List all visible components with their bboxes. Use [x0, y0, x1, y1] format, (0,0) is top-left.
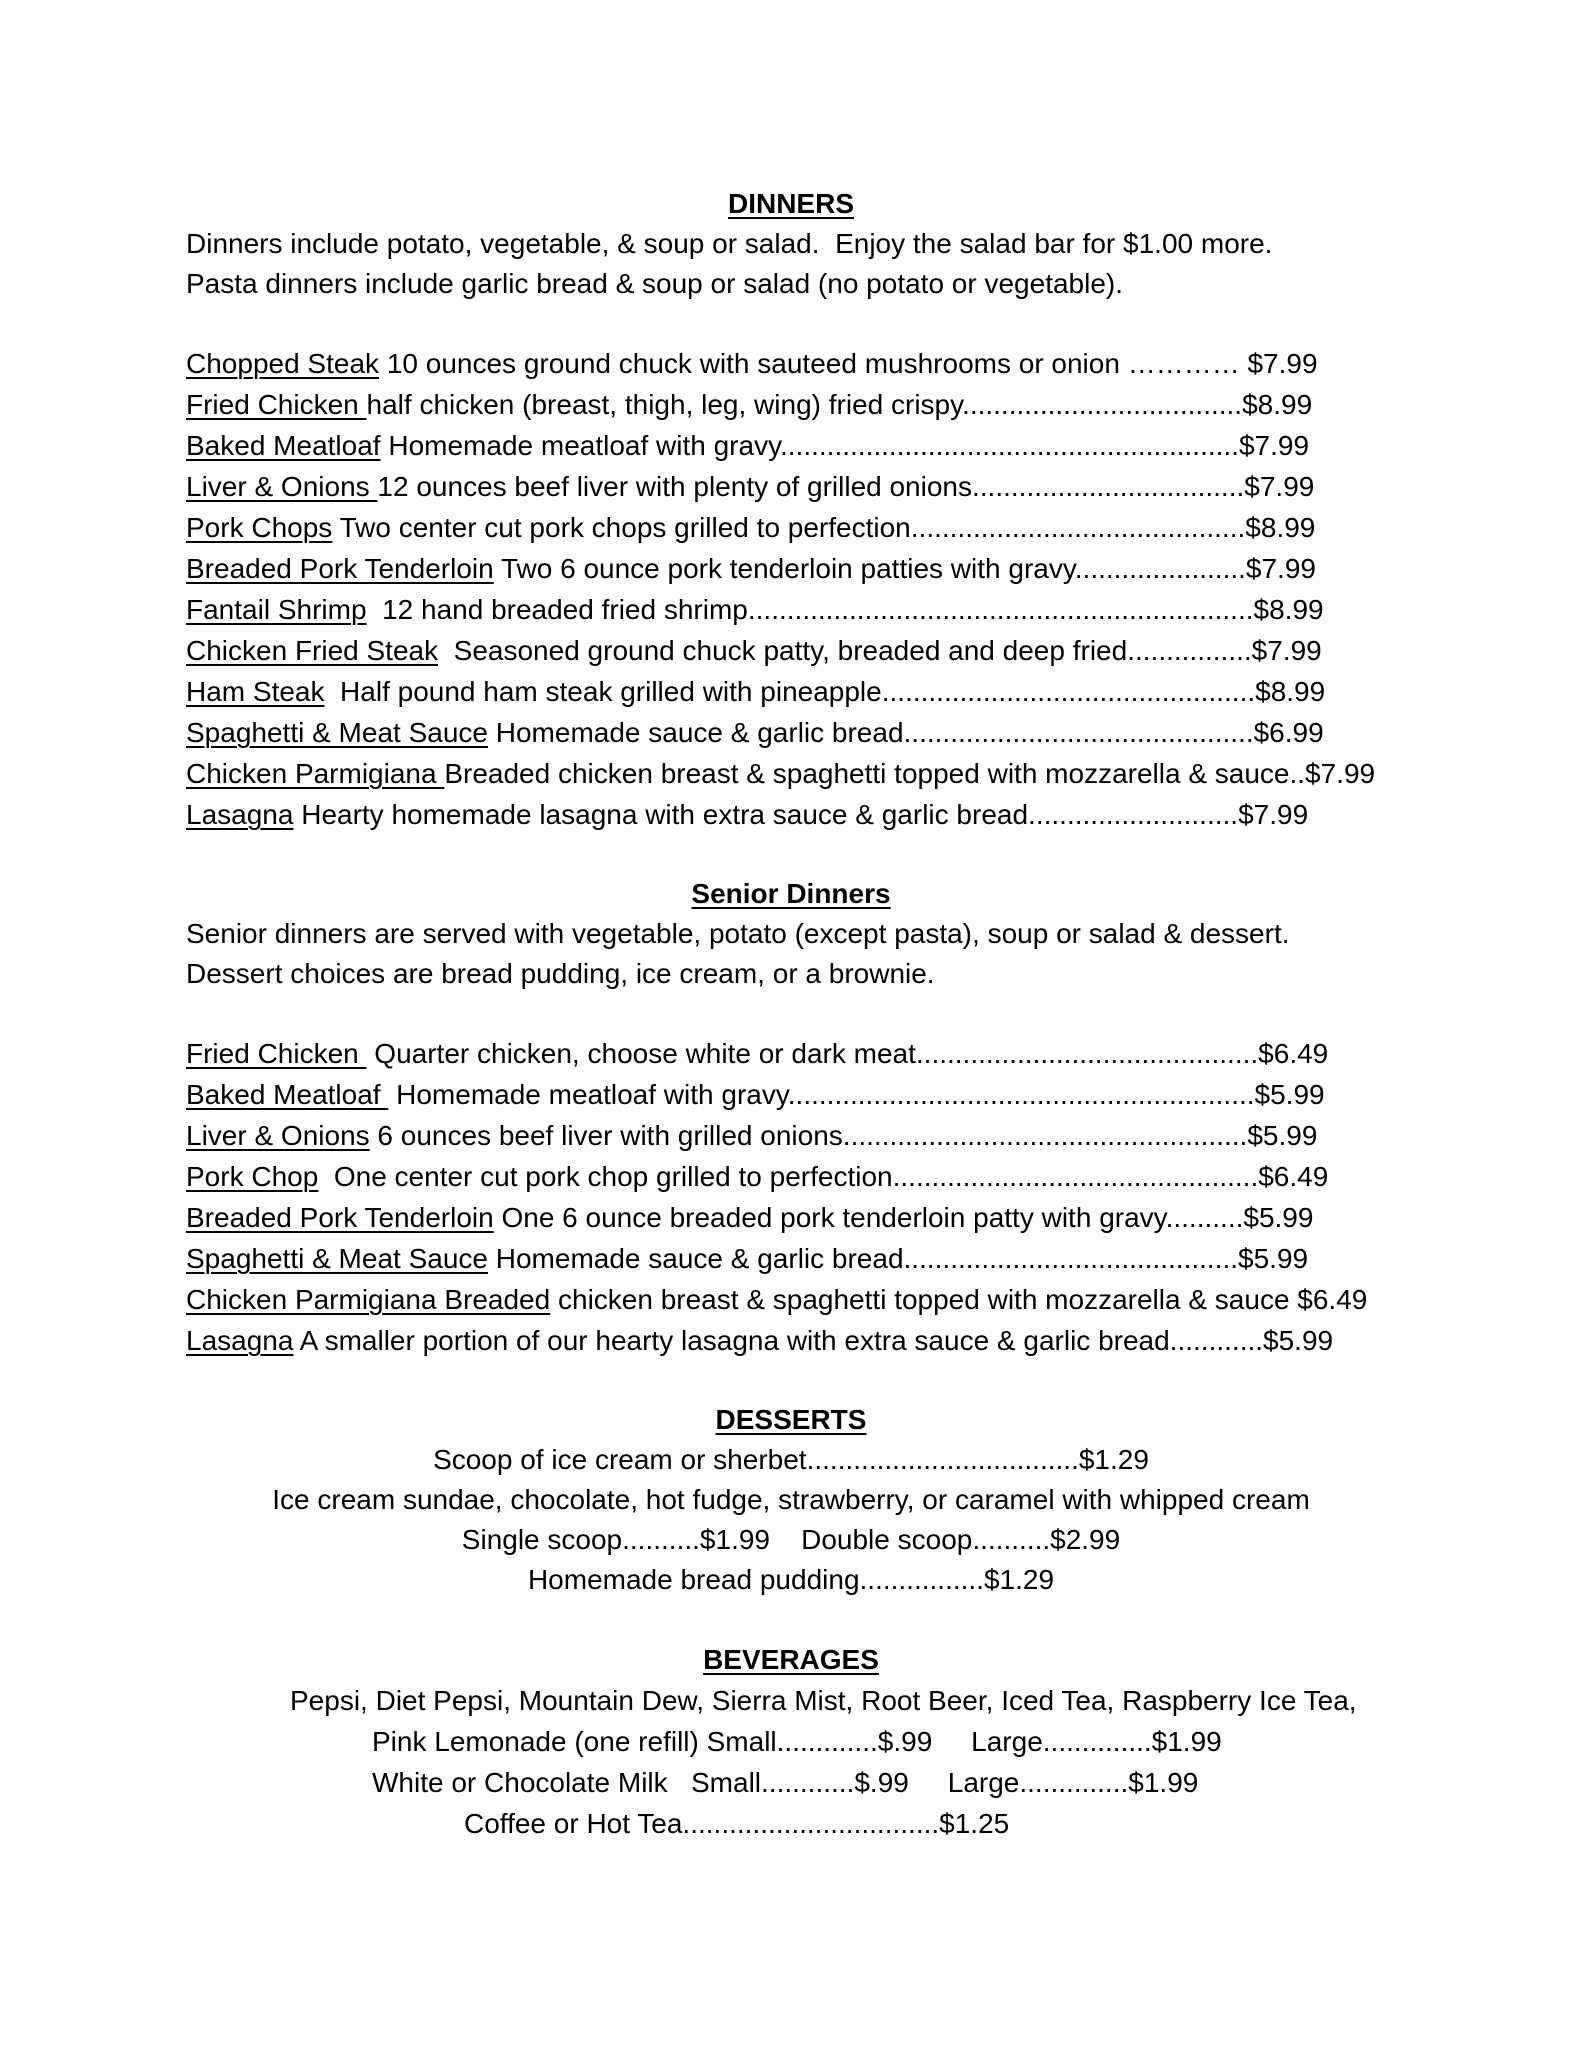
dish-description: 10 ounces ground chuck with sauteed mushrooms or onion ………… $7.99: [379, 348, 1318, 379]
beverage-line: Pink Lemonade (one refill) Small.............$.99 Large..............$1.99: [372, 1726, 1222, 1757]
senior-intro-line: Senior dinners are served with vegetable, potato (except pasta), soup or salad & dessert.: [186, 918, 1290, 949]
dish-description: Two 6 ounce pork tenderloin patties with gravy......................$7.99: [493, 553, 1316, 584]
menu-item: [186, 385, 1312, 425]
menu-item: [186, 508, 1315, 548]
dinners-intro-line: Dinners include potato, vegetable, & soup or salad. Enjoy the salad bar for $1.00 more.: [186, 228, 1273, 259]
dish-name: Spaghetti & Meat Sauce: [186, 1243, 488, 1274]
dish-name: Pork Chops: [186, 512, 333, 543]
dessert-line: Ice cream sundae, chocolate, hot fudge, strawberry, or caramel with whipped cream: [272, 1484, 1310, 1515]
menu-item: [186, 590, 1324, 630]
beverages-heading: BEVERAGES: [703, 1644, 879, 1675]
dish-name: Lasagna: [186, 1325, 294, 1356]
menu-item: [186, 754, 1375, 794]
dish-name: Liver & Onions: [186, 1120, 370, 1151]
menu-item: [186, 631, 1322, 671]
menu-item: [186, 1280, 1367, 1320]
menu-item: [186, 1075, 1325, 1115]
dessert-line: Scoop of ice cream or sherbet...................................$1.29: [433, 1444, 1149, 1475]
dish-description: Homemade meatloaf with gravy............................................................$5.99: [388, 1079, 1325, 1110]
senior-heading: Senior Dinners: [691, 878, 891, 909]
dish-name: Lasagna: [186, 799, 294, 830]
desserts-heading: DESSERTS: [715, 1404, 867, 1435]
beverage-line: Pepsi, Diet Pepsi, Mountain Dew, Sierra Mist, Root Beer, Iced Tea, Raspberry Ice Tea,: [290, 1685, 1357, 1716]
menu-item: [186, 1239, 1308, 1279]
dish-description: Seasoned ground chuck patty, breaded and deep fried................$7.99: [438, 635, 1322, 666]
dish-description: Two center cut pork chops grilled to perfection...........................................$8.99: [332, 512, 1316, 543]
dish-description: A smaller portion of our hearty lasagna with extra sauce & garlic bread............$5.99: [293, 1325, 1334, 1356]
dish-description: 6 ounces beef liver with grilled onions....................................................$5.99: [369, 1120, 1318, 1151]
dish-name: Pork Chop: [186, 1161, 319, 1192]
dish-name: Chicken Parmigiana: [186, 758, 445, 789]
dish-name: Baked Meatloaf: [186, 1079, 389, 1110]
dish-description: Half pound ham steak grilled with pineapple................................................$8.99: [324, 676, 1326, 707]
dish-name: Fried Chicken: [186, 389, 367, 420]
menu-item: [186, 795, 1308, 835]
dish-description: half chicken (breast, thigh, leg, wing) fried crispy....................................$8.99: [366, 389, 1313, 420]
dish-name: Chicken Parmigiana Breaded: [186, 1284, 551, 1315]
dessert-line: Single scoop..........$1.99 Double scoop..........$2.99: [461, 1524, 1121, 1555]
dish-description: Quarter chicken, choose white or dark meat............................................$6.49: [366, 1038, 1329, 1069]
menu-item: [186, 1157, 1328, 1197]
menu-item: [186, 467, 1314, 507]
beverage-line: White or Chocolate Milk Small............$.99 Large..............$1.99: [372, 1767, 1199, 1798]
dish-description: 12 ounces beef liver with plenty of grilled onions...................................$7.99: [377, 471, 1315, 502]
menu-item: [186, 1321, 1333, 1361]
dish-name: Liver & Onions: [186, 471, 378, 502]
dish-name: Baked Meatloaf: [186, 430, 381, 461]
dish-name: Chopped Steak: [186, 348, 380, 379]
dish-name: Chicken Fried Steak: [186, 635, 439, 666]
dish-description: Homemade sauce & garlic bread...........................................$5.99: [487, 1243, 1309, 1274]
dish-description: One 6 ounce breaded pork tenderloin patty with gravy..........$5.99: [493, 1202, 1314, 1233]
menu-item: [186, 713, 1324, 753]
dessert-line: Homemade bread pudding................$1.29: [527, 1564, 1055, 1595]
dish-description: Hearty homemade lasagna with extra sauce & garlic bread...........................$7.99: [293, 799, 1309, 830]
dish-description: Breaded chicken breast & spaghetti topped with mozzarella & sauce..$7.99: [444, 758, 1376, 789]
dish-description: One center cut pork chop grilled to perfection...............................................$6.49: [318, 1161, 1329, 1192]
menu-item: [186, 1034, 1328, 1074]
dish-description: Homemade sauce & garlic bread.............................................$6.99: [487, 717, 1324, 748]
dish-name: Fried Chicken: [186, 1038, 367, 1069]
dish-name: Breaded Pork Tenderloin: [186, 1202, 494, 1233]
dish-name: Spaghetti & Meat Sauce: [186, 717, 488, 748]
menu-item: [186, 344, 1318, 384]
dish-description: chicken breast & spaghetti topped with mozzarella & sauce $6.49: [550, 1284, 1368, 1315]
menu-item: [186, 549, 1316, 589]
dinners-intro-line: Pasta dinners include garlic bread & soup or salad (no potato or vegetable).: [186, 268, 1124, 299]
dish-name: Breaded Pork Tenderloin: [186, 553, 494, 584]
beverage-line: Coffee or Hot Tea.................................$1.25: [464, 1808, 1010, 1839]
dish-description: 12 hand breaded fried shrimp.................................................................$8.99: [366, 594, 1324, 625]
dish-name: Fantail Shrimp: [186, 594, 367, 625]
dish-name: Ham Steak: [186, 676, 325, 707]
menu-item: [186, 672, 1325, 712]
menu-item: [186, 426, 1309, 466]
menu-item: [186, 1116, 1317, 1156]
senior-intro-line: Dessert choices are bread pudding, ice cream, or a brownie.: [186, 958, 935, 989]
dish-description: Homemade meatloaf with gravy...........................................................$7.99: [380, 430, 1310, 461]
dinners-heading: DINNERS: [727, 188, 854, 219]
menu-item: [186, 1198, 1313, 1238]
